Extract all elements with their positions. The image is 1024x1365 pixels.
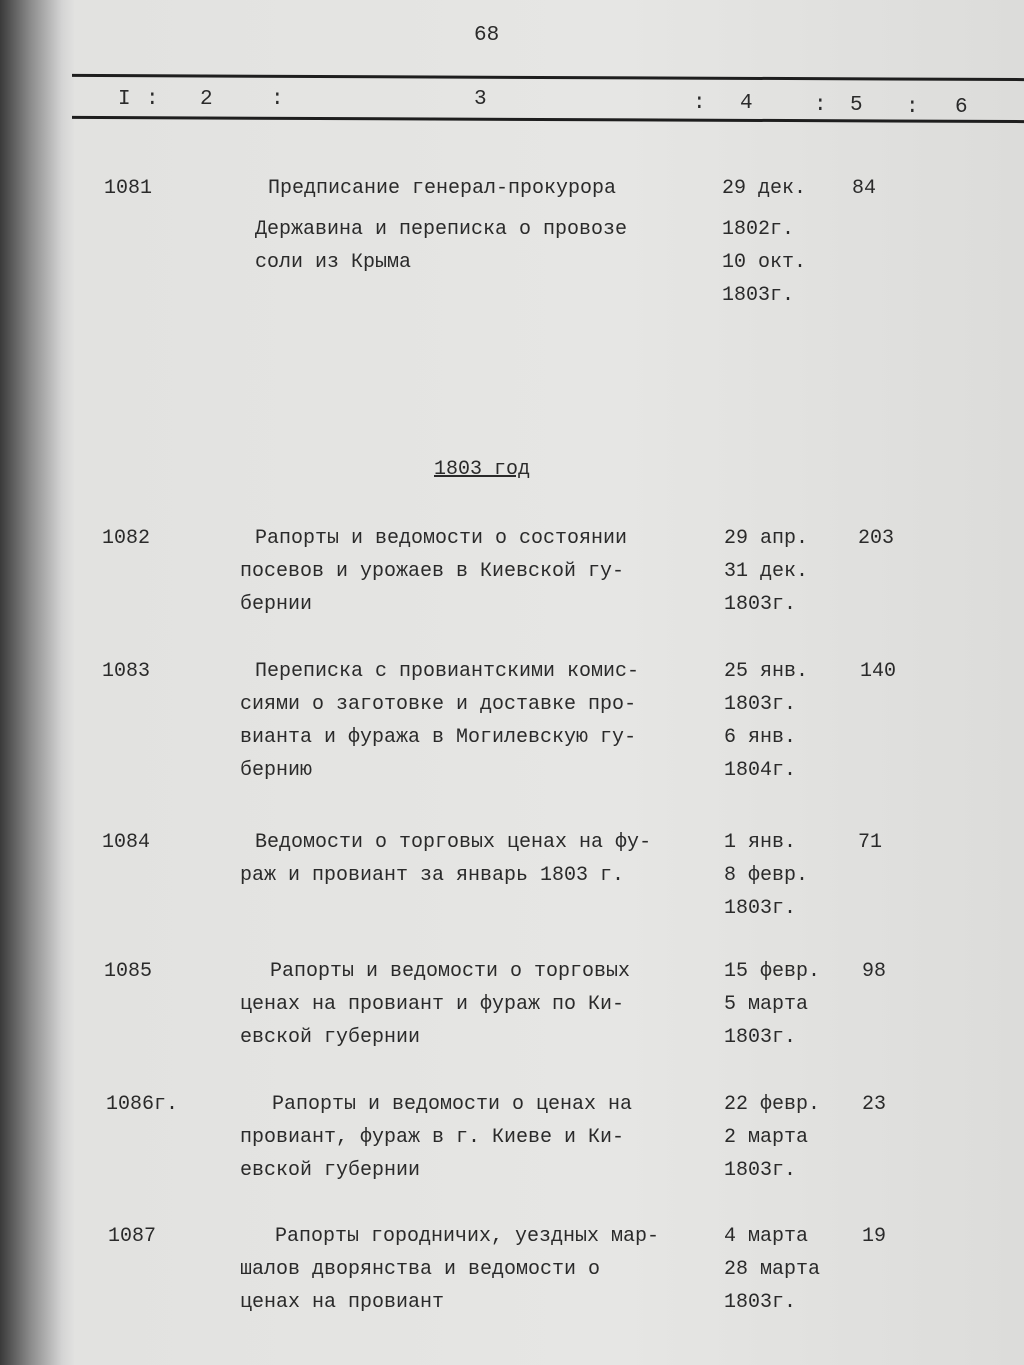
entry-date: 25 янв.: [724, 660, 809, 683]
column-header: I: [118, 88, 131, 111]
entry-title-line: Предписание генерал-прокурора: [268, 177, 617, 200]
entry-sheet-count: 203: [858, 527, 895, 550]
entry-title-line: вианта и фуража в Могилевскую гу-: [240, 726, 637, 749]
entry-title-line: Рапорты и ведомости о торговых: [270, 960, 631, 983]
entry-date: 1803г.: [724, 593, 797, 616]
column-header: 2: [200, 88, 213, 111]
entry-title-line: раж и провиант за январь 1803 г.: [240, 864, 625, 887]
entry-date: 2 марта: [724, 1126, 809, 1149]
entry-title-line: посевов и урожаев в Киевской гу-: [240, 560, 625, 583]
column-separator: :: [146, 88, 159, 111]
entry-number: 1084: [102, 831, 151, 854]
entry-sheet-count: 19: [862, 1225, 887, 1248]
entry-date: 1803г.: [724, 693, 797, 716]
entry-date: 1802г.: [722, 218, 795, 241]
entry-sheet-count: 140: [860, 660, 897, 683]
entry-number: 1087: [108, 1225, 157, 1248]
entry-title-line: бернию: [240, 759, 313, 782]
entry-date: 29 дек.: [722, 177, 807, 200]
header-bottom-rule: [72, 116, 1024, 123]
entry-date: 1 янв.: [724, 831, 797, 854]
entry-title-line: шалов дворянства и ведомости о: [240, 1258, 601, 1281]
entry-date: 1803г.: [724, 1159, 797, 1182]
entry-date: 6 янв.: [724, 726, 797, 749]
entry-title-line: евской губернии: [240, 1159, 421, 1182]
column-header: 5: [850, 94, 863, 117]
entry-title-line: Ведомости о торговых ценах на фу-: [255, 831, 652, 854]
header-top-rule: [72, 74, 1024, 81]
column-separator: :: [906, 96, 919, 119]
entry-title-line: провиант, фураж в г. Киеве и Ки-: [240, 1126, 625, 1149]
entry-sheet-count: 98: [862, 960, 887, 983]
entry-date: 29 апр.: [724, 527, 809, 550]
entry-date: 5 марта: [724, 993, 809, 1016]
column-separator: :: [814, 94, 827, 117]
entry-date: 1803г.: [724, 1026, 797, 1049]
entry-date: 28 марта: [724, 1258, 821, 1281]
entry-number: 1086г.: [106, 1093, 179, 1116]
entry-title-line: евской губернии: [240, 1026, 421, 1049]
entry-date: 10 окт.: [722, 251, 807, 274]
entry-title-line: ценах на провиант: [240, 1291, 445, 1314]
entry-sheet-count: 23: [862, 1093, 887, 1116]
entry-sheet-count: 71: [858, 831, 883, 854]
entry-title-line: Переписка с провиантскими комис-: [255, 660, 640, 683]
entry-title-line: Рапорты и ведомости о ценах на: [272, 1093, 633, 1116]
entry-title-line: ценах на провиант и фураж по Ки-: [240, 993, 625, 1016]
entry-number: 1082: [102, 527, 151, 550]
entry-title-line: соли из Крыма: [255, 251, 412, 274]
entry-date: 4 марта: [724, 1225, 809, 1248]
entry-title-line: Рапорты и ведомости о состоянии: [255, 527, 628, 550]
entry-date: 1803г.: [724, 897, 797, 920]
entry-date: 1803г.: [724, 1291, 797, 1314]
entry-title-line: Рапорты городничих, уездных мар-: [275, 1225, 660, 1248]
column-header: 4: [740, 92, 753, 115]
entry-title-line: бернии: [240, 593, 313, 616]
entry-title-line: сиями о заготовке и доставке про-: [240, 693, 637, 716]
entry-date: 31 дек.: [724, 560, 809, 583]
entry-title-line: Державина и переписка о провозе: [255, 218, 628, 241]
entry-date: 1804г.: [724, 759, 797, 782]
column-header: 6: [955, 96, 968, 119]
entry-sheet-count: 84: [852, 177, 877, 200]
column-header: 3: [474, 88, 487, 111]
entry-date: 22 февр.: [724, 1093, 821, 1116]
entry-number: 1081: [104, 177, 153, 200]
column-separator: :: [693, 92, 706, 115]
entry-date: 15 февр.: [724, 960, 821, 983]
section-heading: 1803 год: [434, 458, 531, 481]
page-number: 68: [474, 24, 500, 47]
entry-date: 1803г.: [722, 284, 795, 307]
entry-number: 1083: [102, 660, 151, 683]
entry-number: 1085: [104, 960, 153, 983]
entry-date: 8 февр.: [724, 864, 809, 887]
column-separator: :: [271, 88, 284, 111]
